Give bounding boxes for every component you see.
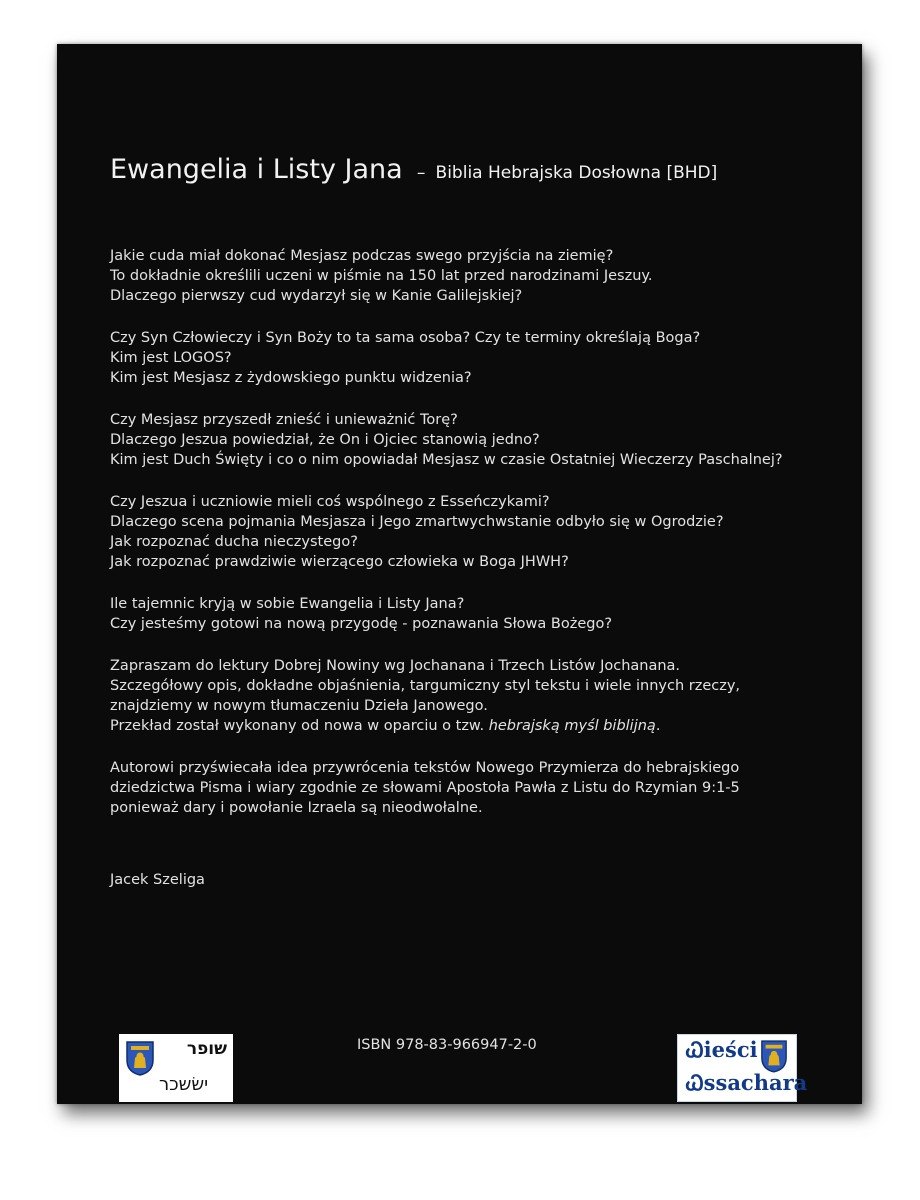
blurb-line: znajdziemy w nowym tłumaczeniu Dzieła Janowego. xyxy=(110,698,488,714)
blurb-line: Ile tajemnic kryją w sobie Ewangelia i Listy Jana? xyxy=(110,596,465,612)
blurb-line-with-emphasis xyxy=(110,716,850,736)
blurb-line: Czy Jeszua i uczniowie mieli coś wspólnego z Esseńczykami? xyxy=(110,494,550,510)
blurb-paragraph-4 xyxy=(110,492,850,572)
blurb-text: . xyxy=(655,718,661,734)
title-main: Ewangelia i Listy Jana xyxy=(110,154,403,185)
lion-crest-icon xyxy=(760,1039,788,1073)
blurb-line: Szczegółowy opis, dokładne objaśnienia, targumiczny styl tekstu i wiele innych rzeczy, xyxy=(110,678,741,694)
blurb-line: Czy Syn Człowieczy i Syn Boży to ta sama osoba? Czy te terminy określają Boga? xyxy=(110,330,701,346)
blurb-paragraph-6 xyxy=(110,656,850,736)
blurb-line: To dokładnie określili uczeni w piśmie na 150 lat przed narodzinami Jeszuy. xyxy=(110,268,653,284)
blurb-line: Czy jesteśmy gotowi na nową przygodę - poznawania Słowa Bożego? xyxy=(110,616,613,632)
blurb-line: Kim jest Duch Święty i co o nim opowiadał Mesjasz w czasie Ostatniej Wieczerzy Paschalnej? xyxy=(110,452,783,468)
blurb-line: Kim jest LOGOS? xyxy=(110,350,232,366)
blurb-line: Czy Mesjasz przyszedł znieść i unieważnić Torę? xyxy=(110,412,458,428)
blurb-line: ponieważ dary i powołanie Izraela są nieodwołalne. xyxy=(110,800,483,816)
logo-hebrew-line-2: ישׂשכר xyxy=(159,1074,209,1095)
logo-hebrew-line-1: שופר xyxy=(186,1039,227,1059)
lion-crest-icon xyxy=(125,1040,155,1076)
blurb-line: Dlaczego pierwszy cud wydarzył się w Kanie Galilejskiej? xyxy=(110,288,523,304)
logo-text-line-2: Ꮗssachara xyxy=(686,1070,808,1095)
blurb-line: Jak rozpoznać prawdziwie wierzącego człowieka w Boga JHWH? xyxy=(110,554,569,570)
blurb-line: Jak rozpoznać ducha nieczystego? xyxy=(110,534,358,550)
title-separator: – xyxy=(416,163,426,183)
author-name: Jacek Szeliga xyxy=(110,872,205,888)
blurb-paragraph-7 xyxy=(110,758,850,818)
logo-text-line-1: Ꮗieści xyxy=(686,1037,758,1062)
isbn: ISBN 978-83-966947-2-0 xyxy=(357,1037,537,1053)
title-subtitle: Biblia Hebrajska Dosłowna [BHD] xyxy=(435,163,718,183)
blurb-line: dziedzictwa Pisma i wiary zgodnie ze słowami Apostoła Pawła z Listu do Rzymian 9:1-5 xyxy=(110,780,740,796)
blurb-line: Zapraszam do lektury Dobrej Nowiny wg Jochanana i Trzech Listów Jochanana. xyxy=(110,658,681,674)
book-back-cover xyxy=(57,44,862,1104)
blurb-line: Jakie cuda miał dokonać Mesjasz podczas swego przyjścia na ziemię? xyxy=(110,248,614,264)
publisher-logo-shofar xyxy=(119,1034,233,1102)
blurb-paragraph-5 xyxy=(110,594,850,634)
blurb-line: Autorowi przyświecała idea przywrócenia tekstów Nowego Przymierza do hebrajskiego xyxy=(110,760,740,776)
blurb-paragraph-2 xyxy=(110,328,850,388)
blurb-text: Przekład został wykonany od nowa w oparciu o tzw. xyxy=(110,718,489,734)
blurb-paragraph-3 xyxy=(110,410,850,470)
blurb-line: Dlaczego scena pojmania Mesjasza i Jego zmartwychwstanie odbyło się w Ogrodzie? xyxy=(110,514,724,530)
book-title xyxy=(110,148,717,186)
blurb-line: Dlaczego Jeszua powiedział, że On i Ojciec stanowią jedno? xyxy=(110,432,540,448)
blurb-paragraph-1 xyxy=(110,246,850,306)
blurb-line: Kim jest Mesjasz z żydowskiego punktu widzenia? xyxy=(110,370,472,386)
blurb xyxy=(110,246,850,840)
emphasized-phrase: hebrajską myśl biblijną xyxy=(488,718,656,734)
publisher-logo-wiesci-ssachara xyxy=(677,1034,808,1102)
